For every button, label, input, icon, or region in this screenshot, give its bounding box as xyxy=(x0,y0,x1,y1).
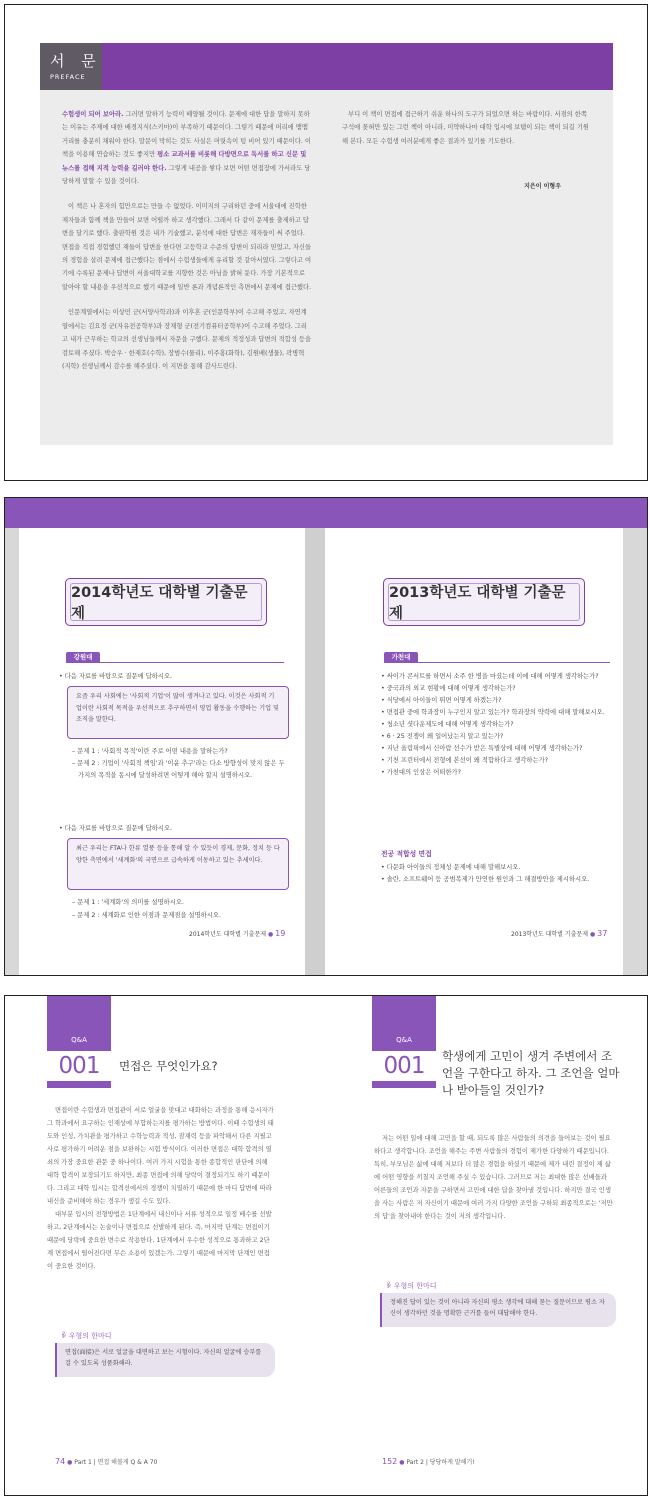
section-subhead: 전공 적합성 면접 xyxy=(381,850,432,858)
page-title: 2014학년도 대학별 기출문제 xyxy=(70,583,262,621)
footer-dot: ● xyxy=(267,931,274,938)
page-footer xyxy=(55,1457,157,1466)
question-bullets xyxy=(381,671,615,779)
question-text: 문제 1 : '세계화'의 의미를 설명하시오. xyxy=(77,899,184,906)
bullet-item: • 가천대의 인상은 어떠한가? xyxy=(381,769,461,776)
right-page xyxy=(325,528,623,975)
qa-label: Q&A xyxy=(71,1036,87,1044)
paragraph-text: 그렇게 내공을 쌓다 보면 어떤 면접장에 가서라도 당당하게 말할 수 있을 것이다. xyxy=(62,164,311,186)
note-label xyxy=(61,1330,112,1341)
bullet-item: • 지난 올림픽에서 신아람 선수가 받은 특별상에 대해 어떻게 생각하는가? xyxy=(381,745,583,752)
footer-dot: ● xyxy=(589,931,596,938)
header-band xyxy=(5,498,647,528)
preface-title-box xyxy=(40,43,102,90)
bullet-text: 6 · 25 전쟁이 왜 일어났는지 알고 있는가? xyxy=(386,733,504,740)
preface-right-column: 부디 이 책이 면접에 접근하기 쉬운 하나의 도구가 되었으면 하는 바람이다. 서점의 한쪽 구석에 꽂혀만 있는 그런 책이 아니라, 미약하나마 대학 입시에 보탬이 되는 책이 되길 기원해 본다. 모든 수험생 여러분에게 좋은 결과가 있기를 기도한다. xyxy=(342,111,590,145)
question-item: – 문제 1 : '세계화'의 의미를 설명하시오. xyxy=(72,899,184,906)
preface-header-bar xyxy=(40,43,613,90)
paragraph-text: 그러면 말하기 능력이 배양될 것이다. 문제에 대한 답을 말하지 못하는 이유는 주제에 대한 배경지식(스키마)이 부족하기 때문이다. 그렇기 때문에 머리에 맴맴 거리를 충분히 채워야 한다. 말문이 막히는 것도 사실은 머릿속이 텅 비어 있기 때문이다. 이 책을 이용해 연습하는 것도 좋지만 xyxy=(62,111,312,159)
qa-tab xyxy=(372,996,436,1088)
note-box: 정해진 답이 있는 것이 아니라 자신의 평소 생각에 대해 묻는 질문이므로 평소 자신이 생각하던 것을 명확한 근거를 들어 대답해야 한다. xyxy=(380,1293,616,1327)
footer-dot: ● xyxy=(67,1459,73,1466)
question-item: – 문제 2 : 기업이 '사회적 책임'과 '이윤 추구'라는 다소 방향성이 맞지 않은 두 가지의 목적을 동시에 달성하려면 어떻게 해야 할지 설명하시오. xyxy=(72,760,285,779)
qa-number: 001 xyxy=(372,1051,436,1081)
highlight-text: 평소 교과서를 비롯해 다방면으로 독서를 하고 신문 및 뉴스를 접해 지적 능력을 길러야 한다. xyxy=(62,151,307,172)
bullet-text: 면접관 중에 학과장이 누구인지 알고 있는가? 학과장의 약력에 대해 말해보시오. xyxy=(386,709,605,716)
bullet-item: • 다음 자료를 바탕으로 질문에 답하시오. xyxy=(59,825,173,832)
bullet-text: 중국과의 외교 현황에 대해 어떻게 생각하는가? xyxy=(386,685,516,692)
bullet-text: 지난 올림픽에서 신아람 선수가 받은 특별상에 대해 어떻게 생각하는가? xyxy=(386,745,583,752)
preface-paragraph xyxy=(62,200,312,294)
bullet-text: 솔란, 소프트웨어 등 공범복제가 만연한 원인과 그 해결방안을 제시하시오. xyxy=(386,876,590,883)
preface-paragraph xyxy=(62,306,312,373)
bullet-item: • 식당에서 아이들이 뛰면 어떻게 하겠는가? xyxy=(381,697,502,704)
footer-text: 2013학년도 대학별 기출문제 xyxy=(511,931,589,938)
exam-spread xyxy=(4,497,648,976)
qa-tab xyxy=(47,996,111,1088)
question-box: 최근 우리는 FTA나 한류 열풍 등을 통해 알 수 있듯이 경제, 문화, 정치 등 다양한 측면에서 '세계화'의 국면으로 급속하게 이동하고 있는 추세이다. xyxy=(67,838,289,890)
bullet-text: 기천 프린터에서 전형에 본선이 왜 적합하다고 생각하는가? xyxy=(386,757,549,764)
answer-paragraph: 면접이란 수험생과 면접관이 서로 얼굴을 맞대고 대화하는 과정을 통해 응시자가 그 학과에서 요구하는 인재상에 부합하는지를 평가하는 방법이다. 이때 수험생의 태도와 인성, 가치관을 평가하고 수학능력과 적성, 잠재력 등을 파악해서 다른 지필고사로 평가하기 어려운 점을 보완하는 시험 방식이다. 이러한 면접은 대학 합격의 열쇠의 가장 중요한 관문 중 하나이다. 여러 가지 시험을 통한 종합적인 판단에 의해 대학 합격이 보장되기도 하지만, 최종 면접에 의해 당락이 결정되기도 하기 때문이다. 그리고 대학 입시는 합격선에서의 경쟁이 치열하기 때문에 한 마디 답변에 따라 내신을 준비해야 하는 경우가 생길 수도 있다. xyxy=(47,1107,274,1205)
qa-label: Q&A xyxy=(396,1036,412,1044)
title-box xyxy=(65,578,267,626)
paragraph-text: 이 책은 나 혼자의 힘만으로는 만들 수 없었다. 이미지의 구리하던 중에 서울대에 진학한 제자들과 함께 책을 만들어 보면 어떨까 하고 생각했다. 그래서 다 같이 문제를 출제하고 답변을 달기로 했다. 출판학원 것은 내가 기술했고, 분석에 대한 답변은 재자들이 써 주었다. 면접을 직접 경험했던 재들이 답변을 한다면 고등학교 수준의 답변이 되리라 믿었고, 자신들의 경험을 살려 문제에 접근했다는 점에서 수험생들에게 유리할 것 같아서였다. 그렇다고 여기에 수록된 문제나 답변이 서울대학교를 지향한 것은 아님을 밝혀 둔다. 가장 기본적으로 알아야 할 내용을 우선적으로 했기 때문에 일반 론과 개념론적인 측면에서 문제에 접근했다. xyxy=(62,203,312,291)
question-text: 문제 2 : 세계화로 인한 이점과 문제점을 설명하시오. xyxy=(77,912,221,919)
question-text: 문제 2 : 기업이 '사회적 책임'과 '이윤 추구'라는 다소 방향성이 맞지 않은 두 가지의 목적을 동시에 달성하려면 어떻게 해야 할지 설명하시오. xyxy=(77,760,285,779)
question-text: 문제 1 : '사회적 목적'이란 주로 어떤 내용을 말하는가? xyxy=(77,748,228,755)
note-label-text: 우형의 한마디 xyxy=(68,1332,112,1340)
bullet-text: 다음 자료를 바탕으로 질문에 답하시오. xyxy=(64,673,173,680)
page-edge-shade xyxy=(5,528,19,975)
bullet-text: 청소년 셧다운제도에 대해 어떻게 생각하는가? xyxy=(386,721,514,728)
page-number: 19 xyxy=(275,929,286,938)
question-box: 요즘 우리 사회에는 '사회적 기업'이 많이 생겨나고 있다. 이것은 사회적 기업이란 사회적 목적을 우선적으로 추구하면서 영업 활동을 수행하는 기업 및 조직을 말한다. xyxy=(67,686,289,739)
answer-paragraph: 대부분 입시의 전형방법은 1단계에서 내신이나 서류 성적으로 일정 배수를 선발하고, 2단계에서는 논술이나 면접으로 선발하게 된다. 즉, 마지막 단계는 면접이기 때문에 당락에 중요한 변수로 작용한다. 1단계에서 우수한 성적으로 통과하고 2단계 면접에서 떨어진다면 무슨 소용이 있겠는가. 그렇기 때문에 마지막 단계인 면접이 중요한 것이다. xyxy=(47,1211,272,1270)
bullet-item: • 솔란, 소프트웨어 등 공범복제가 만연한 원인과 그 해결방안을 제시하시오. xyxy=(381,876,590,883)
preface-body xyxy=(40,90,613,445)
bullet-text: 다음 자료를 바탕으로 질문에 답하시오. xyxy=(64,825,173,832)
footer-text: Part 2 | 당당하게 말해기! xyxy=(406,1459,475,1466)
note-label xyxy=(386,1280,437,1291)
author-signature: 지은이 이형우 xyxy=(524,183,561,190)
answer-body xyxy=(374,1132,614,1223)
bullet-item: • 기천 프린터에서 전형에 본선이 왜 적합하다고 생각하는가? xyxy=(381,757,549,764)
preface-left-column xyxy=(62,108,312,385)
answer-paragraph: 저는 어떤 일에 대해 고민을 할 때, 되도록 많은 사람들의 의견을 들어보는 것이 필요하다고 생각합니다. 조언을 해주는 주변 사람들의 경험이 제가한 다양하기 때문입니다. 특히, 부모님은 삶에 대해 저보다 더 많은 경험을 하셨기 때문에 제가 내린 결정이 제 삶에 어떤 영향을 끼칠지 조언해 주실 수 있습니다. 그러므로 저는 최대한 많은 선배들과 어른들의 조언과 자문을 구하면서 고민에 대한 답을 찾아낼 것입니다. 하지만 결국 인생을 사는 사람은 저 자신이기 때문에 여러 가지 다양한 조언을 구하되 최종적으로는 '저만의 답'을 찾아내야 한다는 것이 저의 생각입니다. xyxy=(374,1135,613,1220)
qa-number: 001 xyxy=(47,1051,111,1081)
question-item: – 문제 2 : 세계화로 인한 이점과 문제점을 설명하시오. xyxy=(72,912,221,919)
page-number: 152 xyxy=(382,1457,398,1466)
tag-underline xyxy=(384,662,610,663)
question-list xyxy=(72,896,292,922)
answer-body xyxy=(47,1104,275,1273)
bullet-item: • 다문화 아이들의 정체성 문제에 대해 말해보시오. xyxy=(381,864,521,871)
bullet-text: 다문화 아이들의 정체성 문제에 대해 말해보시오. xyxy=(386,864,521,871)
gutter-shade xyxy=(305,528,325,975)
university-tag: 가천대 xyxy=(384,652,418,663)
people-icon: ꆜ xyxy=(386,1282,392,1290)
footer-text: Part 1 | 면접 해볼게 Q & A 70 xyxy=(74,1459,158,1466)
qa-spread xyxy=(4,995,648,1496)
preface-title: 서 문 xyxy=(50,52,102,70)
bullet-item: • 6 · 25 전쟁이 왜 일어났는지 알고 있는가? xyxy=(381,733,504,740)
paragraph-text: 인문계열에서는 이상민 군(서양사학과)과 이후혼 군(인문학부)이 수고해 주었고, 자연계열에서는 김요경 군(자유전공학부)과 장재형 군(전기컴퓨터공학부)이 수고해 주었다. 그리고 내가 근무하는 학교의 선생님들께서 자문을 구했다. 문제의 적정성과 답변의 적합성 등을 검토해 주셨다. 박승우 · 한재호(수학), 장범수(물리), 이주홍(화학), 김원배(생물), 곽병혁(지학) 선생님께서 감수를 해주셨다. 이 지면을 통해 감사드린다. xyxy=(62,309,312,370)
preface-paragraph xyxy=(62,108,312,188)
preface-subtitle: PREFACE xyxy=(50,73,86,81)
preface-page xyxy=(4,4,648,481)
title-box xyxy=(383,578,585,626)
note-box: 면접(面接)은 서로 얼굴을 대면하고 보는 시험이다. 자신의 얼굴에 승부를 걸 수 있도록 성품화해라. xyxy=(55,1343,275,1377)
bullet-item: • 청소년 셧다운제도에 대해 어떻게 생각하는가? xyxy=(381,721,514,728)
question-list xyxy=(72,746,292,782)
page-number: 74 xyxy=(55,1457,66,1466)
tag-underline xyxy=(66,662,284,663)
university-tag: 강원대 xyxy=(66,652,100,663)
question-item: – 문제 1 : '사회적 목적'이란 주로 어떤 내용을 말하는가? xyxy=(72,748,228,755)
bullet-item: • 다음 자료를 바탕으로 질문에 답하시오. xyxy=(59,673,173,680)
qa-question: 학생에게 고민이 생겨 주변에서 조언을 구한다고 하자. 그 조언을 얼마나 받아들일 것인가? xyxy=(442,1049,620,1097)
people-icon: ꆜ xyxy=(61,1332,67,1340)
bullet-item: • 중국과의 외교 현황에 대해 어떻게 생각하는가? xyxy=(381,685,516,692)
page-footer xyxy=(511,929,607,938)
page-title: 2013학년도 대학별 기출문제 xyxy=(388,583,580,621)
bullet-item: • 면접관 중에 학과장이 누구인지 알고 있는가? 학과장의 약력에 대해 말해보시오. xyxy=(381,709,605,716)
left-page xyxy=(19,528,305,975)
footer-text: 2014학년도 대학별 기출문제 xyxy=(189,931,267,938)
question-bullets xyxy=(381,862,615,886)
bullet-text: 싸이가 콘서트를 하면서 소주 한 병을 마셨는데 이에 대해 어떻게 생각하는가? xyxy=(386,673,599,680)
page-edge-shade xyxy=(623,528,647,975)
page-number: 37 xyxy=(597,929,608,938)
note-label-text: 우형의 한마디 xyxy=(393,1282,437,1290)
bullet-item: • 싸이가 콘서트를 하면서 소주 한 병을 마셨는데 이에 대해 어떻게 생각하는가? xyxy=(381,673,599,680)
footer-dot: ● xyxy=(399,1459,405,1466)
qa-question: 면접은 무엇인가요? xyxy=(119,1059,218,1073)
bullet-text: 식당에서 아이들이 뛰면 어떻게 하겠는가? xyxy=(386,697,502,704)
bullet-text: 가천대의 인상은 어떠한가? xyxy=(386,769,461,776)
highlight-text: 수험생이 되어 보아라. xyxy=(62,111,124,118)
page-footer xyxy=(382,1457,475,1466)
page-footer xyxy=(189,929,285,938)
